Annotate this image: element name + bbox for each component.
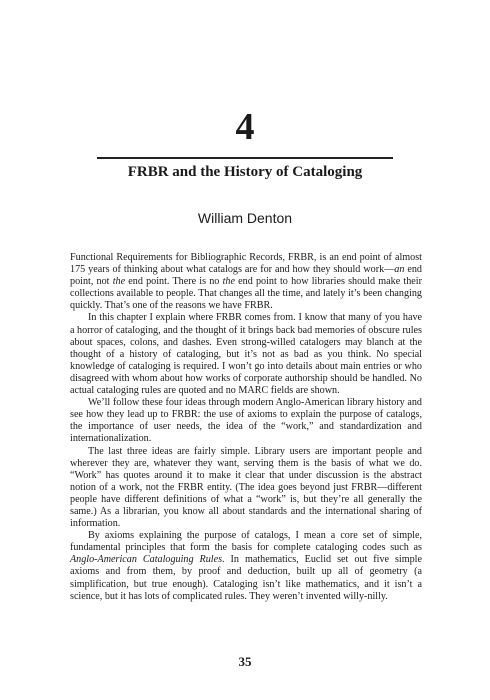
text-run: end point to how libraries should make their collections available to people. That changes all the time, and lately it’s been changing quickly. That’s one of the reasons we have FRBR. <box>70 276 422 312</box>
text-run: . In mathematics, Euclid set out five simple axioms and from them, by proof and deduction, built up all of geometry (a simplification, but true enough). Cataloging isn’t like mathematics, and it isn’t a science, but it has lots of complicated rules. They weren’t invented willy-nilly. <box>70 554 422 602</box>
chapter-title: FRBR and the History of Cataloging <box>127 164 363 180</box>
italic-text: an <box>394 264 405 276</box>
italic-text: the <box>222 276 235 288</box>
paragraph <box>70 446 422 531</box>
text-run: end point. There is no <box>125 276 223 288</box>
paragraph <box>70 397 422 445</box>
text-run: In this chapter I explain where FRBR comes from. I know that many of you have a horror of cataloging, and the thought of it brings back bad memories of obscure rules about spaces, colons, and dashes. Even strong-willed catalogers may blanch at the thought of a history of cataloging, but it’s not as bad as you think. No special knowledge of cataloging is required. I won’t go into details about main entries or who disagreed with whom about how works of corporate authorship should be handled. No actual cataloging rules are quoted and no MARC fields are shown. <box>70 312 422 397</box>
text-run: By axioms explaining the purpose of catalogs, I mean a core set of simple, fundamental principles that form the basis for complete cataloging codes such as <box>70 530 422 554</box>
page-number: 35 <box>238 654 252 669</box>
italic-text: Anglo-American Cataloguing Rules <box>70 554 223 566</box>
text-run: The last three ideas are fairly simple. Library users are important people and wherever they are, whatever they want, serving them is the basis of what we do. “Work” has quotes around it to make it clear that under discussion is the abstract notion of a work, not the FRBR entity. (The idea goes beyond just FRBR—different people have different definitions of what a “work” is, but they’re all generally the same.) As a librarian, you know all about standards and the international sharing of information. <box>70 445 422 530</box>
paragraph <box>70 252 422 312</box>
text-run: Functional Requirements for Bibliographic Records, FRBR, is an end point of almost 175 years of thinking about what catalogs are for and how they should work— <box>70 252 422 276</box>
paragraph <box>70 312 422 397</box>
text-run: We’ll follow these four ideas through modern Anglo-American library history and see how they lead up to FRBR: the use of axioms to explain the purpose of catalogs, the importance of user needs, the idea of the “work,” and standardization and internationalization. <box>70 397 422 445</box>
title-rule <box>97 157 393 159</box>
italic-text: the <box>112 276 126 288</box>
paragraph <box>70 530 422 603</box>
chapter-number: 4 <box>235 106 255 148</box>
author-name: William Denton <box>197 210 293 226</box>
text-run: end point, not <box>70 264 422 288</box>
body-text <box>70 252 422 603</box>
